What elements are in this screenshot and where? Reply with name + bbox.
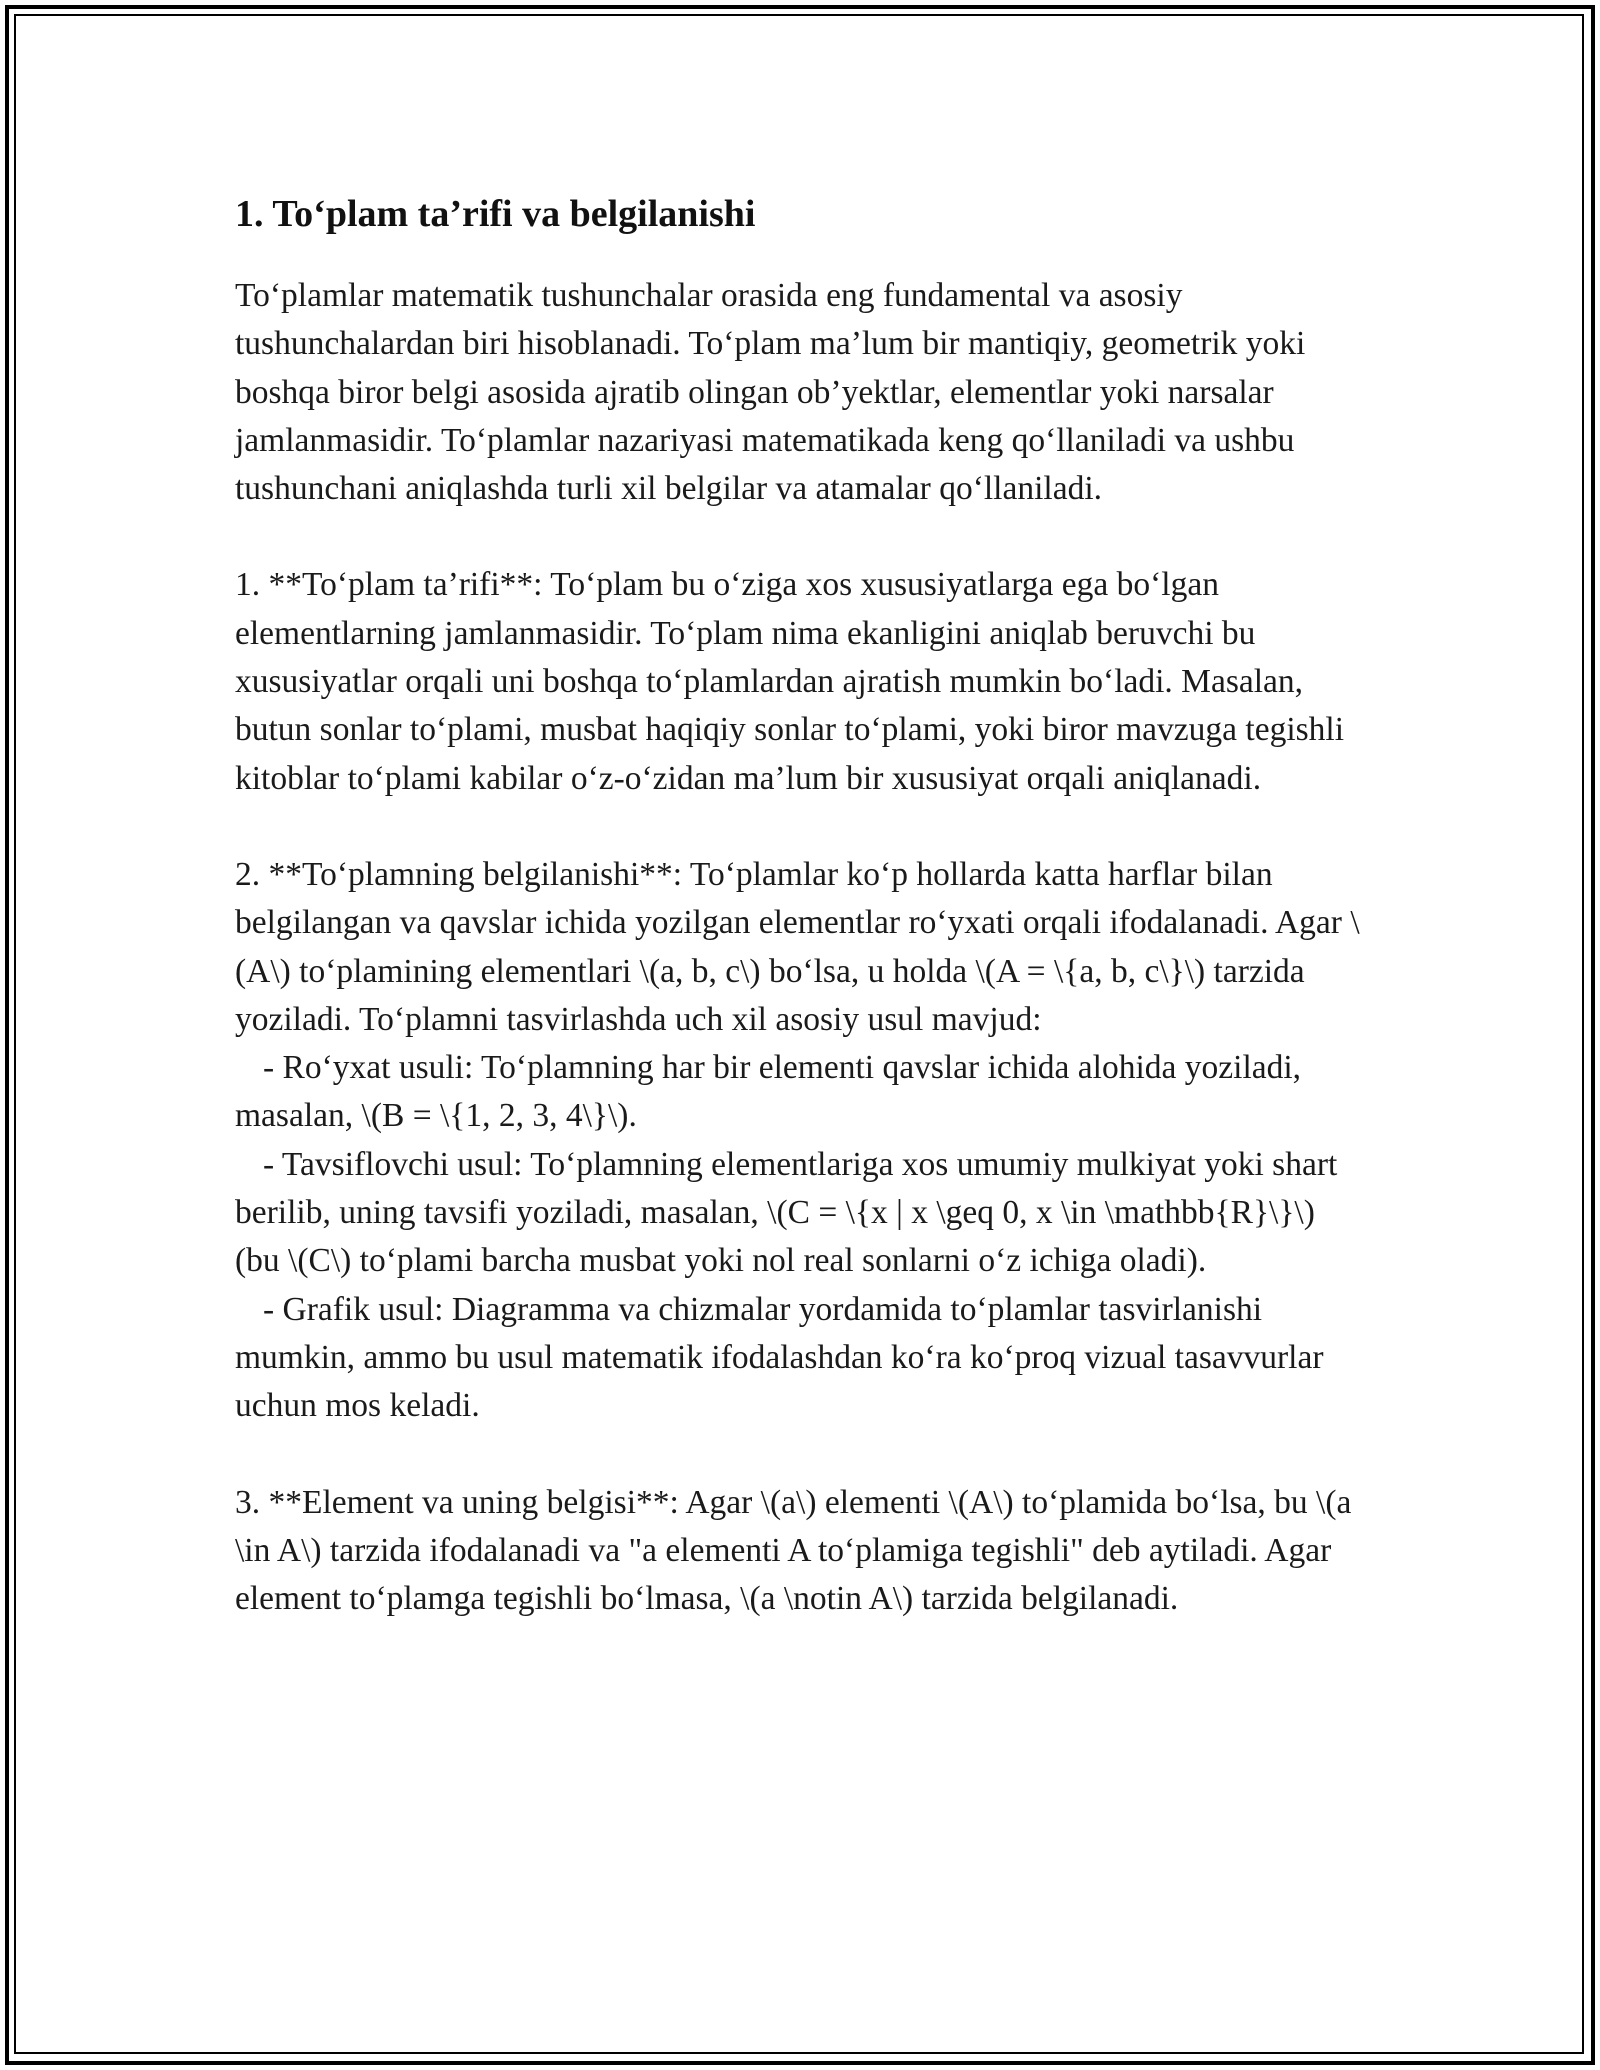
item-notation-descriptive-method: - Tavsiflovchi usul: To‘plamning elementlariga xos umumiy mulkiyat yoki shart berilib, uning tavsifi yoziladi, masalan, \(C = \{x | x \geq 0, x \in \mathbb{R}\}\) (bu \(C\) to‘plami barcha musbat yoki nol real sonlarni o‘z ichiga oladi).: [235, 1145, 1338, 1280]
item-notation-graphic-method: - Grafik usul: Diagramma va chizmalar yordamida to‘plamlar tasvirlanishi mumkin, ammo bu usul matematik ifodalashdan ko‘ra ko‘proq vizual tasavvurlar uchun mos keladi.: [235, 1290, 1324, 1425]
section-title: 1. To‘plam ta’rifi va belgilanishi: [235, 193, 756, 235]
item-element-membership: 3. **Element va uning belgisi**: Agar \(a\) elementi \(A\) to‘plamida bo‘lsa, bu \(a \in A\) tarzida ifodalanadi va "a elementi A to‘plamiga tegishli" deb aytiladi. Agar element to‘plamga tegishli bo‘lmasa, \(a \notin A\) tarzida belgilanadi.: [235, 1483, 1352, 1618]
paragraph-spacer: [235, 1431, 1365, 1479]
item-definition: 1. **To‘plam ta’rifi**: To‘plam bu o‘ziga xos xususiyatlarga ega bo‘lgan elementlarning jamlanmasidir. To‘plam nima ekanligini aniqlab beruvchi bu xususiyatlar orqali uni boshqa to‘plamlardan ajratish mumkin bo‘ladi. Masalan, butun sonlar to‘plami, musbat haqiqiy sonlar to‘plami, yoki biror mavzuga tegishli kitoblar to‘plami kabilar o‘z-o‘zidan ma’lum bir xususiyat orqali aniqlanadi.: [235, 566, 1345, 797]
document-body: [235, 188, 1365, 1623]
intro-paragraph: To‘plamlar matematik tushunchalar orasida eng fundamental va asosiy tushunchalardan biri hisoblanadi. To‘plam ma’lum bir mantiqiy, geometrik yoki boshqa biror belgi asosida ajratib olingan ob’yektlar, elementlar yoki narsalar jamlanmasidir. To‘plamlar nazariyasi matematikada keng qo‘llaniladi va ushbu tushunchani aniqlashda turli xil belgilar va atamalar qo‘llaniladi.: [235, 277, 1306, 508]
paragraph-spacer: [235, 803, 1365, 851]
paragraph-spacer: [235, 513, 1365, 561]
item-notation-list-method: - Ro‘yxat usuli: To‘plamning har bir elementi qavslar ichida alohida yoziladi, masalan, \(B = \{1, 2, 3, 4\}\).: [235, 1049, 1302, 1135]
item-notation: 2. **To‘plamning belgilanishi**: To‘plamlar ko‘p hollarda katta harflar bilan belgilangan va qavslar ichida yozilgan elementlar ro‘yxati orqali ifodalanadi. Agar \(A\) to‘plamining elementlari \(a, b, c\) bo‘lsa, u holda \(A = \{a, b, c\}\) tarzida yoziladi. To‘plamni tasvirlashda uch xil asosiy usul mavjud:: [235, 855, 1360, 1038]
